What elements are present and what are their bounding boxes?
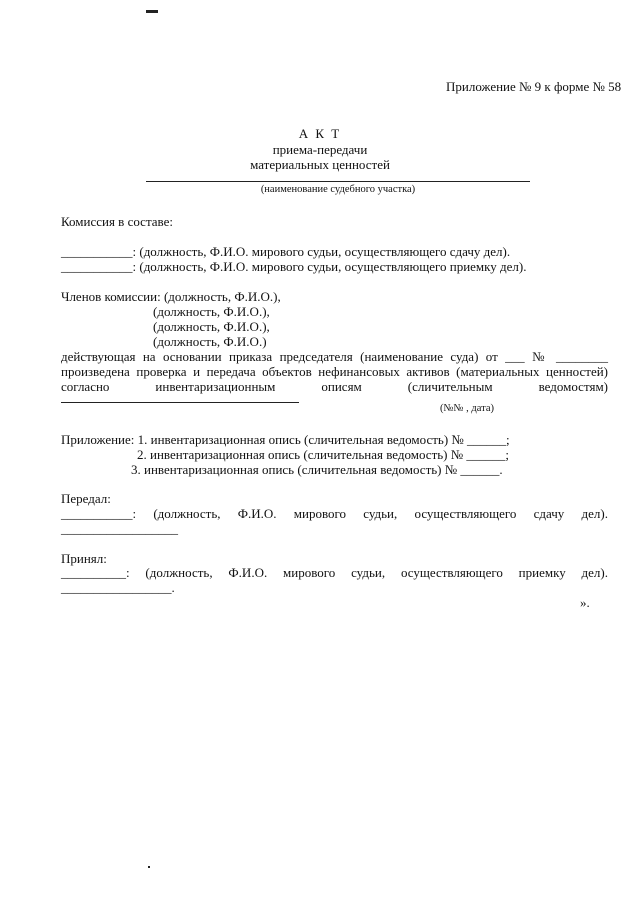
body-line-2: произведена проверка и передача объектов нефинансовых активов (материальных ценностей) xyxy=(61,364,608,379)
appendix-label: Приложение: 1. инвентаризационная опись (сличительная ведомость) № ______; xyxy=(61,432,510,447)
handed-over-label: Передал: xyxy=(61,491,111,506)
received-signature-line: _________________. xyxy=(61,580,175,595)
received-line: __________: (должность, Ф.И.О. мирового судьи, осуществляющего приемку дел). xyxy=(61,565,608,580)
member-2: (должность, Ф.И.О.), xyxy=(153,304,270,319)
inventory-refs-line xyxy=(61,402,299,403)
commission-member-1: ___________: (должность, Ф.И.О. мирового судьи, осуществляющего сдачу дел). xyxy=(61,244,511,259)
handed-over-line: ___________: (должность, Ф.И.О. мирового судьи, осуществляющего сдачу дел). xyxy=(61,506,608,521)
appendix-item-2: 2. инвентаризационная опись (сличительная ведомость) № ______; xyxy=(137,447,510,462)
appendix-reference: Приложение № 9 к форме № 58 xyxy=(446,79,622,94)
act-title: А К Т xyxy=(298,126,342,141)
received-label: Принял: xyxy=(61,551,107,566)
appendix-item-3: 3. инвентаризационная опись (сличительная ведомость) № ______. xyxy=(131,462,503,477)
inventory-refs-caption: (№№ , дата) xyxy=(440,403,495,414)
member-4: (должность, Ф.И.О.) xyxy=(153,334,267,349)
scan-speck xyxy=(148,866,150,868)
court-name-line xyxy=(146,181,530,182)
act-subtitle: приема-передачи xyxy=(272,142,368,157)
body-line-3: согласно инвентаризационным описям (сличительным ведомостям) xyxy=(61,379,608,394)
act-subtitle-2: материальных ценностей xyxy=(250,157,390,172)
commission-label: Комиссия в составе: xyxy=(61,214,173,229)
member-3: (должность, Ф.И.О.), xyxy=(153,319,270,334)
members-label: Членов комиссии: (должность, Ф.И.О.), xyxy=(61,289,281,304)
commission-member-2: ___________: (должность, Ф.И.О. мирового судьи, осуществляющего приемку дел). xyxy=(61,259,527,274)
closing-quote: ». xyxy=(580,595,590,610)
body-line-1: действующая на основании приказа председателя (наименование суда) от ___ № ________ xyxy=(61,349,608,364)
scan-mark-top xyxy=(146,10,158,13)
handed-over-signature-line: __________________ xyxy=(61,521,178,536)
court-name-caption: (наименование судебного участка) xyxy=(260,184,416,195)
